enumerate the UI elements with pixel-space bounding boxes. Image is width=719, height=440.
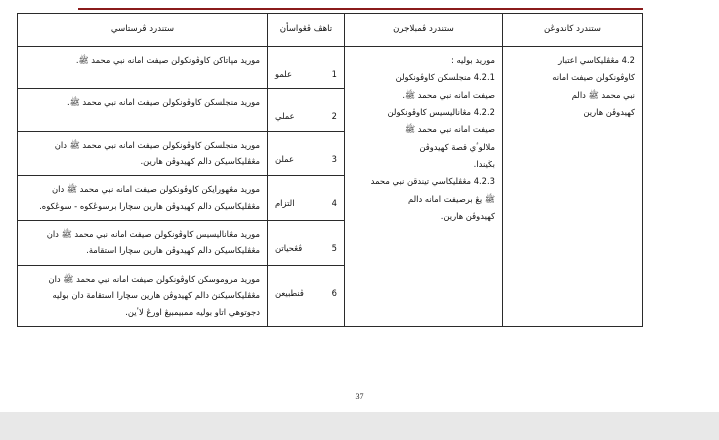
learning-standard-line: 4.2.1 منجلسكن كاوڤونكولن — [395, 72, 495, 83]
table-body — [18, 46, 643, 326]
level-word: ڤڠحياتن — [275, 243, 303, 254]
level-word: علمو — [275, 68, 292, 79]
level-inner — [275, 94, 337, 124]
learning-standard-line: ﷺ يڠ برصيفت امانه دالم — [408, 193, 495, 204]
learning-standard-line: صيفت امانه نبي محمد ﷺ. — [402, 89, 495, 100]
level-word: ڤنطبيعن — [275, 287, 304, 298]
level-inner — [275, 181, 337, 211]
level-number: 2 — [331, 111, 337, 122]
cell-content-standard — [503, 46, 643, 326]
cell-level — [268, 46, 345, 88]
curriculum-table — [17, 13, 643, 327]
header-rule — [78, 8, 643, 10]
cell-level — [268, 176, 345, 221]
level-number: 5 — [331, 243, 337, 254]
learning-standard-line: 4.2.3 مڠڤليكاسي تيندقن نبي محمد — [370, 176, 495, 187]
level-word: التزام — [275, 198, 295, 209]
page-number: 37 — [355, 392, 364, 401]
level-inner — [275, 52, 337, 82]
content-standard-line: كهيدوڤن هارين — [583, 106, 635, 117]
cell-performance-standard: موريد مروموسكن كاوڤونكولن صيفت امانه نبي محمد ﷺ دان مڠڤليكاسيكنڽ دالم كهيدوڤن هارين سچارا استقامة دان بوليه دجوتوهي اتاو بوليه ممبيمبيڠ اورڠ لاٴين. — [18, 265, 268, 326]
cell-level — [268, 89, 345, 131]
learning-standard-line: بڬيندا. — [473, 159, 495, 170]
header-standard-pembelajaran: ستندرد ڤمبلاجرن — [345, 14, 503, 47]
level-word: عملي — [275, 111, 295, 122]
page-bottom-margin — [0, 412, 719, 440]
learning-standard-line: 4.2.2 مڠاناليسيس كاوڤونكولن — [387, 106, 495, 117]
header-standard-kandungan: ستندرد كاندوڠن — [503, 14, 643, 47]
learning-standard-line: كهيدوڤن هارين. — [440, 211, 495, 222]
header-standard-prestasi: ستندرد ڤرستاسي — [18, 14, 268, 47]
cell-performance-standard: موريد منجلسكن كاوڤونكولن صيفت امانه نبي محمد ﷺ دان مڠڤليكاسيكن دالم كهيدوڤن هارين. — [18, 131, 268, 176]
level-inner — [275, 226, 337, 256]
header-tahap-penguasaan: تاهڤ ڤڠواسأن — [268, 14, 345, 47]
learning-standard-line: صيفت امانه نبي محمد ﷺ — [404, 124, 495, 135]
level-number: 3 — [331, 153, 337, 164]
learning-standard-block — [352, 52, 495, 225]
content-standard-block — [510, 52, 635, 121]
table-row — [18, 46, 643, 88]
content-standard-line: كاوڤونكولن صيفت امانه — [552, 72, 635, 83]
level-inner — [275, 137, 337, 167]
cell-performance-standard: موريد مڽاتاكن كاوڤونكولن صيفت امانه نبي محمد ﷺ. — [18, 46, 268, 88]
cell-performance-standard: موريد منجلسكن كاوڤونكولن صيفت امانه نبي محمد ﷺ. — [18, 89, 268, 131]
cell-learning-standard — [345, 46, 503, 326]
level-number: 4 — [331, 198, 337, 209]
level-number: 6 — [331, 287, 337, 298]
learning-standard-line: ملالوٴي قصة كهيدوڤن — [419, 141, 495, 152]
level-inner — [275, 271, 337, 301]
cell-level — [268, 221, 345, 266]
level-word: عملن — [275, 153, 294, 164]
cell-performance-standard: موريد مڠاناليسيس كاوڤونكولن صيفت امانه نبي محمد ﷺ دان مڠڤليكاسيكن دالم كهيدوڤن هارين سچارا استقامة. — [18, 221, 268, 266]
cell-level — [268, 131, 345, 176]
content-standard-line: 4.2 مڠڤليكاسي اعتبار — [558, 54, 635, 65]
cell-level — [268, 265, 345, 326]
table-header — [18, 14, 643, 47]
cell-performance-standard: موريد مڠهورايكن كاوڤونكولن صيفت امانه نبي محمد ﷺ دان مڠڤليكاسيكن دالم كهيدوڤن هارين سچارا برسوڠكوه ‐ سوڠكوه. — [18, 176, 268, 221]
content-standard-line: نبي محمد ﷺ دالم — [571, 89, 635, 100]
curriculum-table-wrapper — [39, 13, 643, 327]
level-number: 1 — [331, 68, 337, 79]
learning-standard-line: موريد بوليه : — [451, 54, 495, 65]
table-header-row — [18, 14, 643, 47]
